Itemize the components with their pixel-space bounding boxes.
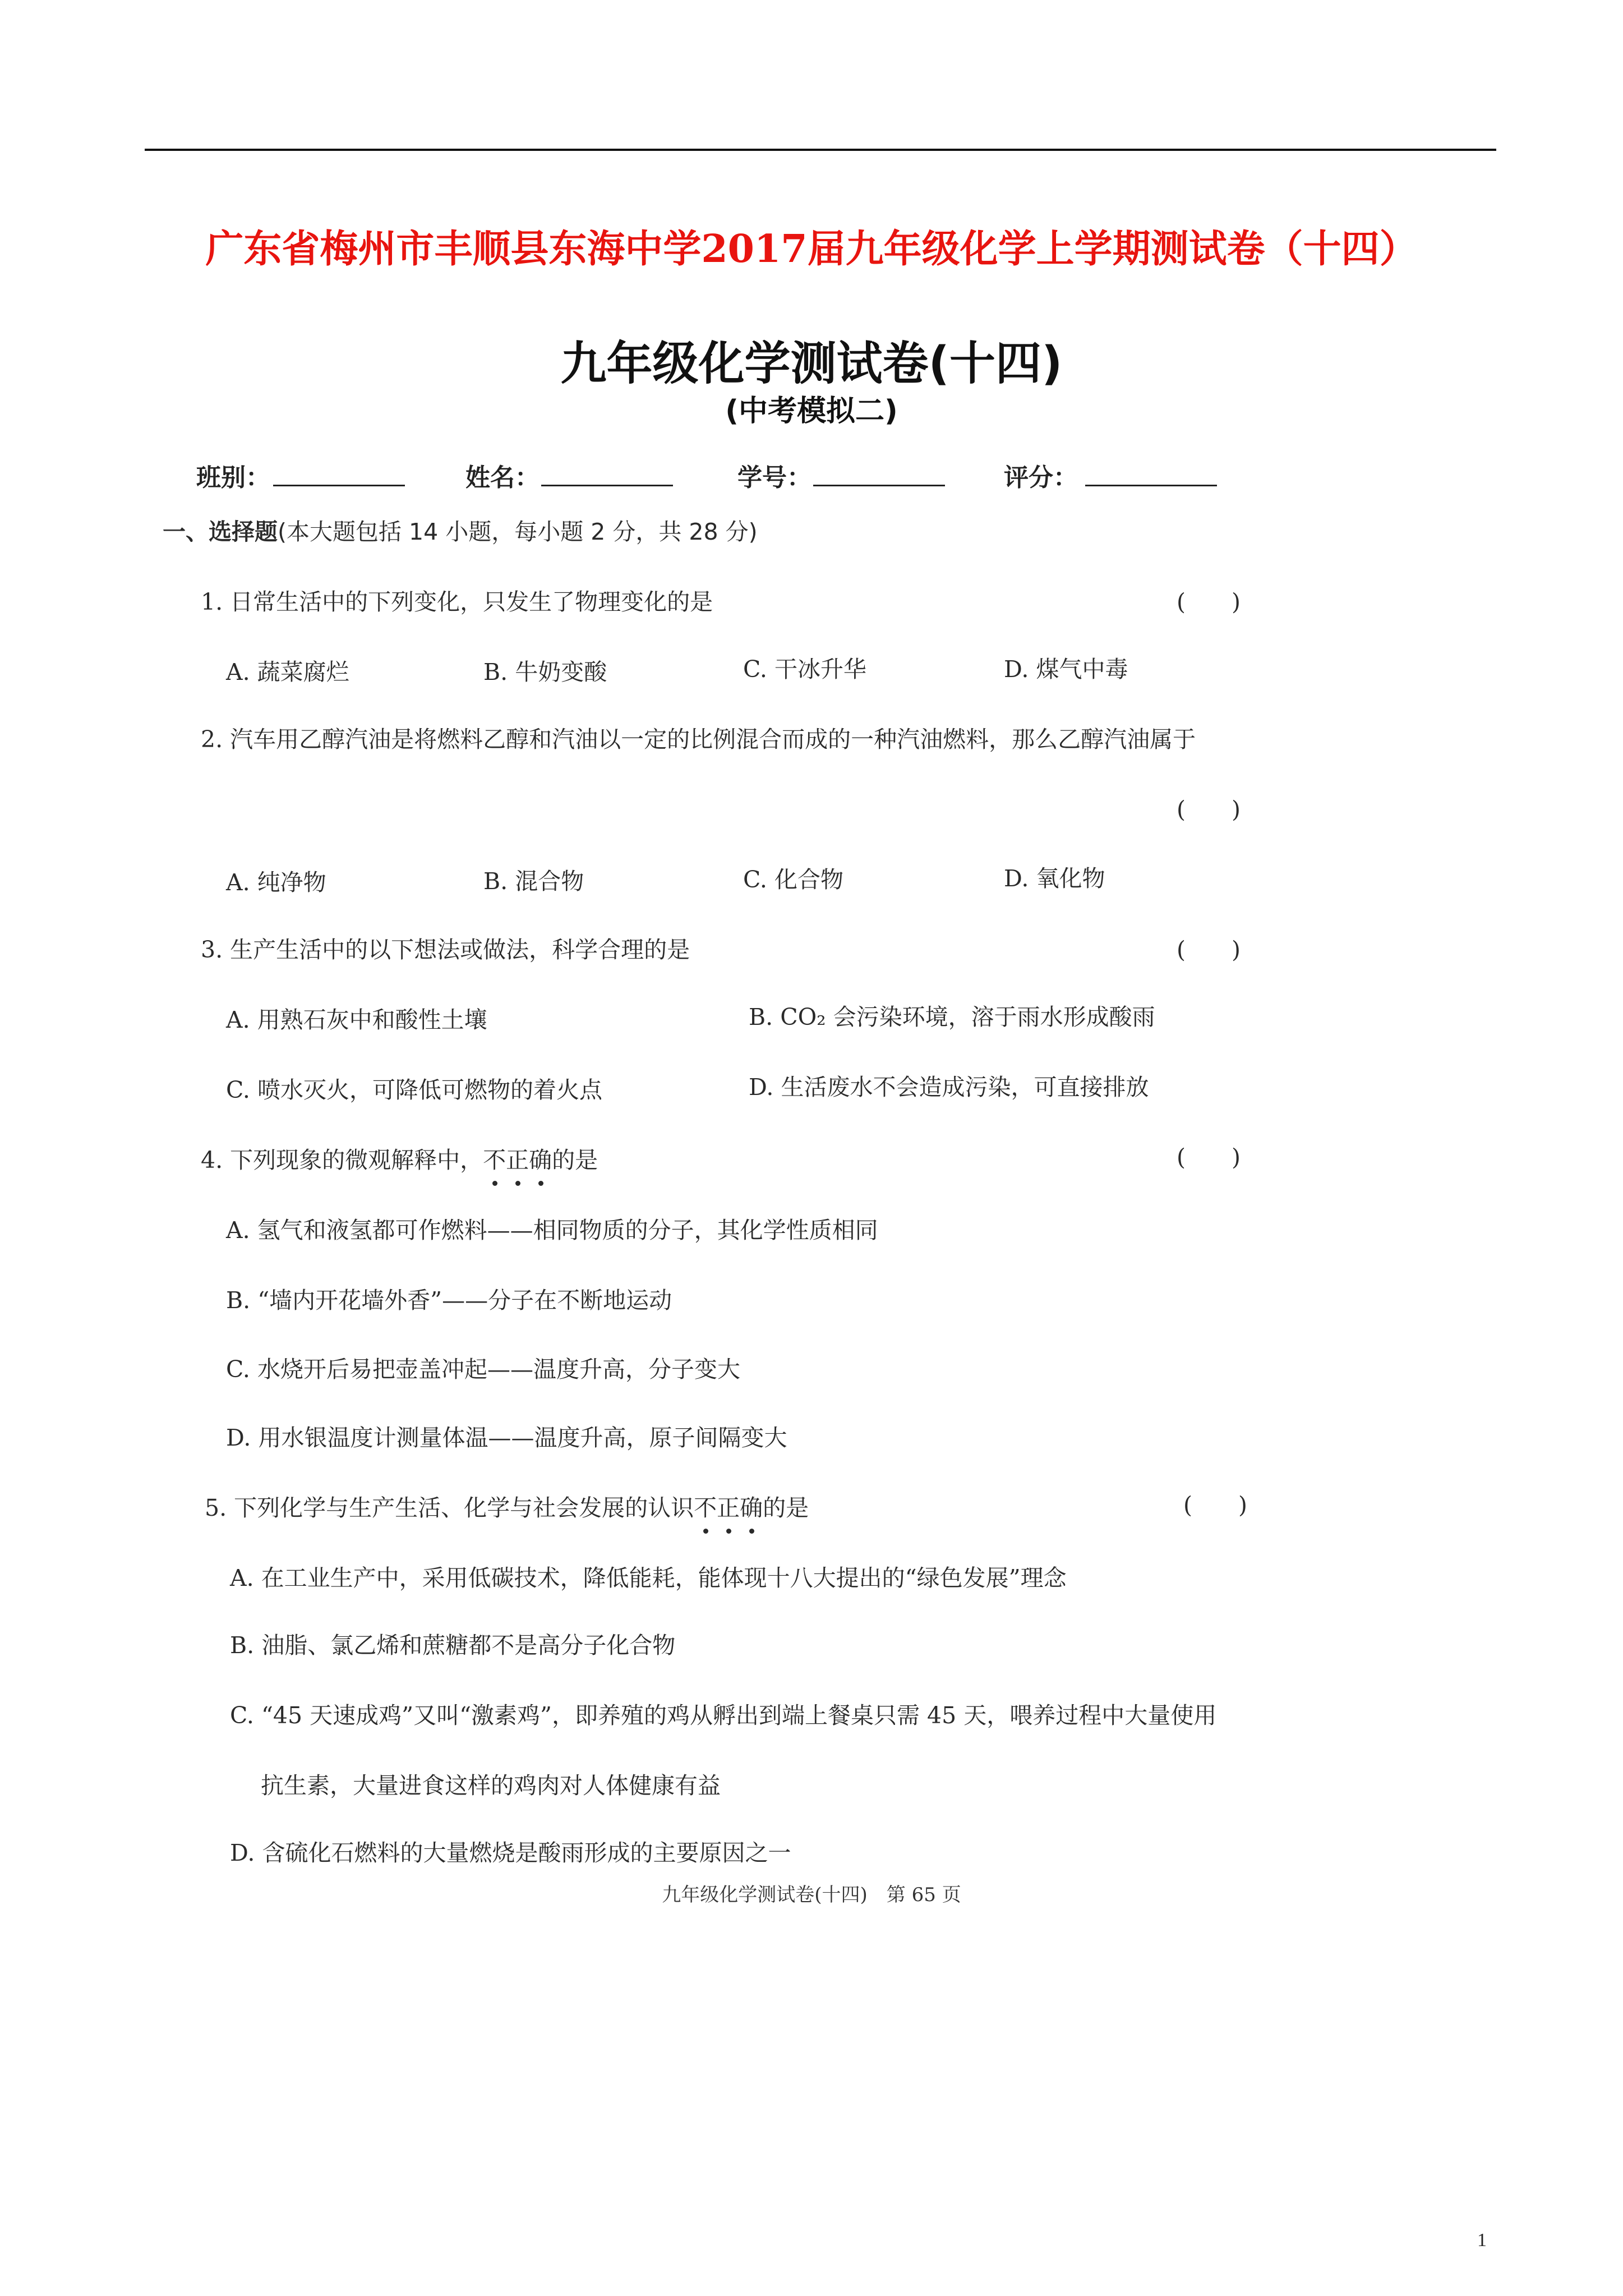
question-4-stem-post: 的是 bbox=[552, 1147, 598, 1174]
question-4-option-b: B. “墙内开花墙外香”——分子在不断地运动 bbox=[226, 1287, 672, 1314]
question-4-emphasis-char: 正 bbox=[506, 1142, 529, 1175]
question-5-emphasis-char: 不 bbox=[694, 1489, 717, 1522]
question-1-answer-blank[interactable]: ( ) bbox=[1177, 588, 1241, 615]
section-number: 一、 bbox=[163, 518, 209, 545]
question-5-option-b: B. 油脂、氯乙烯和蔗糖都不是高分子化合物 bbox=[230, 1632, 676, 1659]
paper-title: 九年级化学测试卷(十四) bbox=[560, 337, 1063, 390]
score-field-label: 评分： bbox=[1004, 463, 1078, 492]
class-field-label: 班别： bbox=[196, 463, 270, 492]
score-field-blank[interactable] bbox=[1085, 485, 1217, 486]
class-field-blank[interactable] bbox=[273, 485, 405, 486]
question-5-emphasis-char: 正 bbox=[717, 1489, 740, 1522]
question-5-option-d: D. 含硫化石燃料的大量燃烧是酸雨形成的主要原因之一 bbox=[230, 1839, 791, 1866]
question-5-stem bbox=[205, 1489, 809, 1522]
page-footer: 九年级化学测试卷(十四) 第 65 页 bbox=[662, 1884, 961, 1906]
page-number: 1 bbox=[1477, 2230, 1487, 2251]
section-heading bbox=[163, 513, 758, 546]
question-4-emphasis-char: 确 bbox=[529, 1142, 552, 1175]
number-field-label: 学号： bbox=[737, 463, 811, 492]
question-3-option-d: D. 生活废水不会造成污染，可直接排放 bbox=[749, 1074, 1149, 1101]
question-5-option-c: C. “45 天速成鸡”又叫“激素鸡”，即养殖的鸡从孵出到端上餐桌只需 45 天，喂养过程中大量使用 bbox=[230, 1702, 1217, 1729]
number-field-blank[interactable] bbox=[813, 485, 945, 486]
section-name: 选择题 bbox=[209, 518, 278, 545]
question-2-option-d: D. 氧化物 bbox=[1004, 865, 1105, 892]
question-5-answer-blank[interactable]: ( ) bbox=[1183, 1492, 1247, 1519]
question-2-option-c: C. 化合物 bbox=[743, 866, 843, 893]
question-2-stem: 2. 汽车用乙醇汽油是将燃料乙醇和汽油以一定的比例混合而成的一种汽油燃料，那么乙醇汽油属于 bbox=[201, 726, 1196, 753]
question-2-option-b: B. 混合物 bbox=[483, 868, 584, 895]
question-5-option-a: A. 在工业生产中，采用低碳技术，降低能耗，能体现十八大提出的“绿色发展”理念 bbox=[230, 1565, 1067, 1591]
question-4-option-a: A. 氢气和液氢都可作燃料——相同物质的分子，其化学性质相同 bbox=[226, 1217, 878, 1244]
question-5-stem-pre: 5. 下列化学与生产生活、化学与社会发展的认识 bbox=[205, 1494, 694, 1521]
question-1-option-b: B. 牛奶变酸 bbox=[483, 659, 607, 685]
question-4-answer-blank[interactable]: ( ) bbox=[1177, 1144, 1241, 1171]
question-3-option-b: B. CO₂ 会污染环境，溶于雨水形成酸雨 bbox=[749, 1004, 1155, 1030]
document-header-title: 广东省梅州市丰顺县东海中学2017届九年级化学上学期测试卷（十四） bbox=[205, 227, 1418, 272]
question-4-emphasis-char: 不 bbox=[483, 1142, 506, 1175]
top-rule bbox=[145, 149, 1496, 151]
question-1-option-c: C. 干冰升华 bbox=[743, 656, 866, 683]
question-1-stem: 1. 日常生活中的下列变化，只发生了物理变化的是 bbox=[201, 588, 713, 615]
question-4-option-d: D. 用水银温度计测量体温——温度升高，原子间隔变大 bbox=[226, 1424, 787, 1451]
question-3-option-c: C. 喷水灭火，可降低可燃物的着火点 bbox=[226, 1076, 602, 1103]
question-5-option-c-continued: 抗生素，大量进食这样的鸡肉对人体健康有益 bbox=[261, 1772, 721, 1799]
question-1-option-a: A. 蔬菜腐烂 bbox=[226, 659, 349, 685]
section-note: (本大题包括 14 小题，每小题 2 分，共 28 分) bbox=[278, 518, 758, 545]
question-5-emphasis-char: 确 bbox=[740, 1489, 763, 1522]
question-3-answer-blank[interactable]: ( ) bbox=[1177, 936, 1241, 963]
name-field-label: 姓名： bbox=[465, 463, 540, 492]
question-3-stem: 3. 生产生活中的以下想法或做法，科学合理的是 bbox=[201, 936, 690, 963]
question-1-option-d: D. 煤气中毒 bbox=[1004, 656, 1128, 683]
name-field-blank[interactable] bbox=[541, 485, 673, 486]
question-3-option-a: A. 用熟石灰中和酸性土壤 bbox=[226, 1006, 487, 1033]
question-2-option-a: A. 纯净物 bbox=[226, 869, 326, 896]
question-4-stem bbox=[201, 1142, 598, 1175]
question-2-answer-blank[interactable]: ( ) bbox=[1177, 796, 1241, 823]
paper-subtitle: (中考模拟二) bbox=[725, 394, 898, 428]
question-5-stem-post: 的是 bbox=[763, 1494, 809, 1521]
question-4-option-c: C. 水烧开后易把壶盖冲起——温度升高，分子变大 bbox=[226, 1356, 740, 1383]
question-4-stem-pre: 4. 下列现象的微观解释中， bbox=[201, 1147, 483, 1174]
